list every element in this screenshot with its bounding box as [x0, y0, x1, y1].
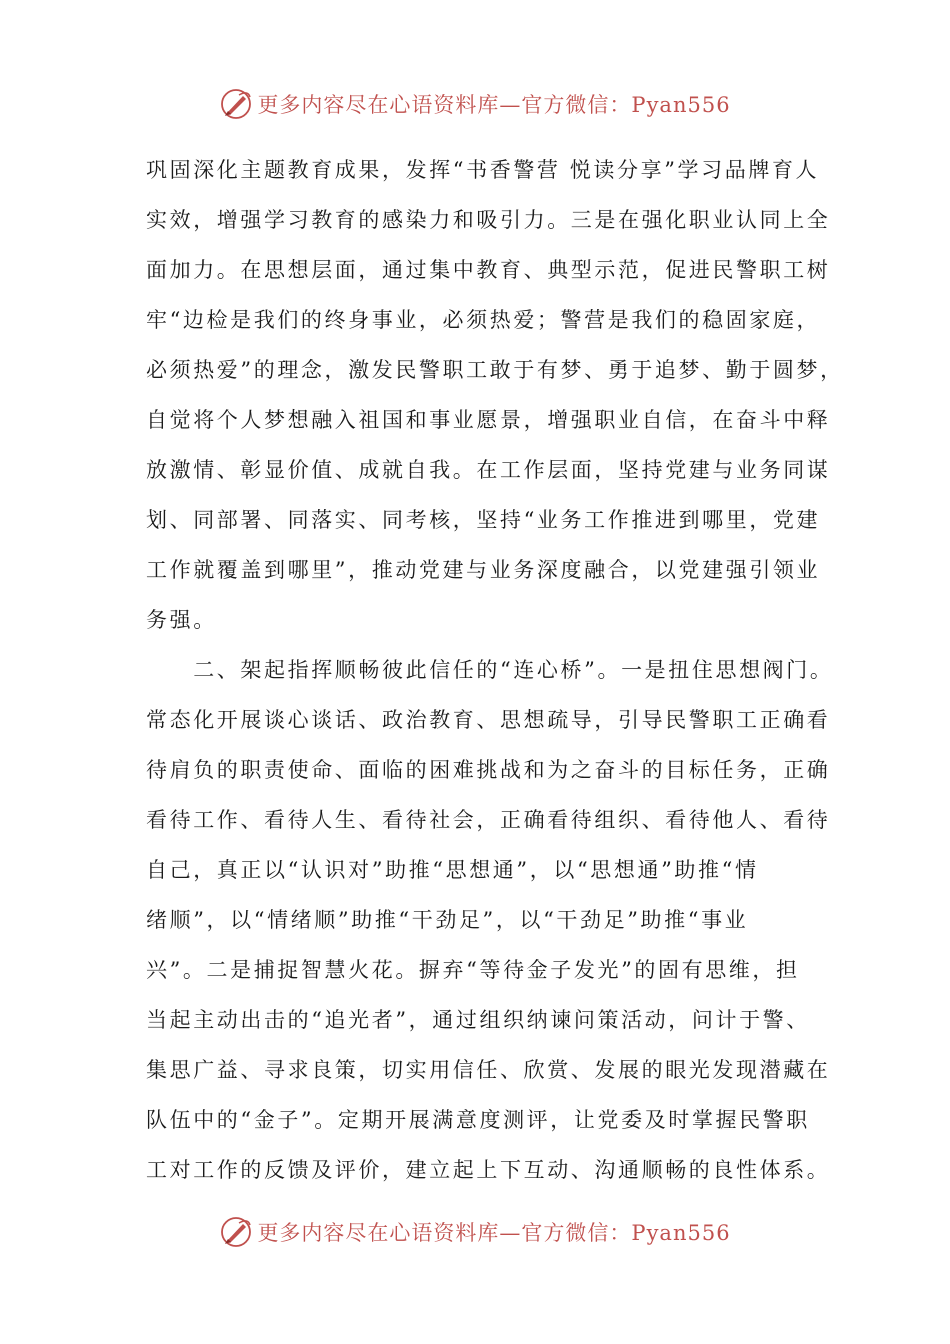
body-line: 务强。 [146, 608, 217, 632]
body-line: 实效，增强学习教育的感染力和吸引力。三是在强化职业认同上全 [146, 208, 831, 232]
body-line: 队伍中的“金子”。定期开展满意度测评，让党委及时掌握民警职 [146, 1108, 810, 1132]
body-line: 工作就覆盖到哪里”，推动党建与业务深度融合，以党建强引领业 [146, 558, 821, 582]
body-line: 自己，真正以“认识对”助推“思想通”，以“思想通”助推“情 [146, 858, 759, 882]
body-line: 当起主动出击的“追光者”，通过组织纳谏问策活动，问计于警、 [146, 1008, 810, 1032]
pen-quill-logo-icon [219, 1215, 253, 1249]
body-line: 集思广益、寻求良策，切实用信任、欣赏、发展的眼光发现潜藏在 [146, 1058, 831, 1082]
pen-quill-logo-icon [219, 87, 253, 121]
banner-text: 更多内容尽在心语资料库—官方微信：Pyan556 [257, 93, 731, 117]
body-line: 划、同部署、同落实、同考核，坚持“业务工作推进到哪里，党建 [146, 508, 821, 532]
body-line: 放激情、彰显价值、成就自我。在工作层面，坚持党建与业务同谋 [146, 458, 831, 482]
body-line: 必须热爱”的理念，激发民警职工敢于有梦、勇于追梦、勤于圆梦， [146, 358, 844, 382]
body-line: 面加力。在思想层面，通过集中教育、典型示范，促进民警职工树 [146, 258, 831, 282]
banner-text: 更多内容尽在心语资料库—官方微信：Pyan556 [257, 1221, 731, 1245]
body-line: 自觉将个人梦想融入祖国和事业愿景，增强职业自信，在奋斗中释 [146, 408, 831, 432]
body-line-section-heading: 二、架起指挥顺畅彼此信任的“连心桥”。一是扭住思想阀门。 [146, 658, 834, 682]
body-line: 常态化开展谈心谈话、政治教育、思想疏导，引导民警职工正确看 [146, 708, 831, 732]
document-body [146, 150, 844, 1200]
body-line: 工对工作的反馈及评价，建立起上下互动、沟通顺畅的良性体系。 [146, 1158, 831, 1182]
footer-banner [0, 1212, 950, 1252]
body-line: 绪顺”，以“情绪顺”助推“干劲足”，以“干劲足”助推“事业 [146, 908, 749, 932]
header-banner [0, 84, 950, 124]
body-line: 牢“边检是我们的终身事业，必须热爱；警营是我们的稳固家庭， [146, 308, 821, 332]
body-line: 看待工作、看待人生、看待社会，正确看待组织、看待他人、看待 [146, 808, 831, 832]
body-line: 兴”。二是捕捉智慧火花。摒弃“等待金子发光”的固有思维，担 [146, 958, 800, 982]
body-line: 待肩负的职责使命、面临的困难挑战和为之奋斗的目标任务，正确 [146, 758, 831, 782]
body-line: 巩固深化主题教育成果，发挥“书香警营 悦读分享”学习品牌育人 [146, 158, 820, 182]
